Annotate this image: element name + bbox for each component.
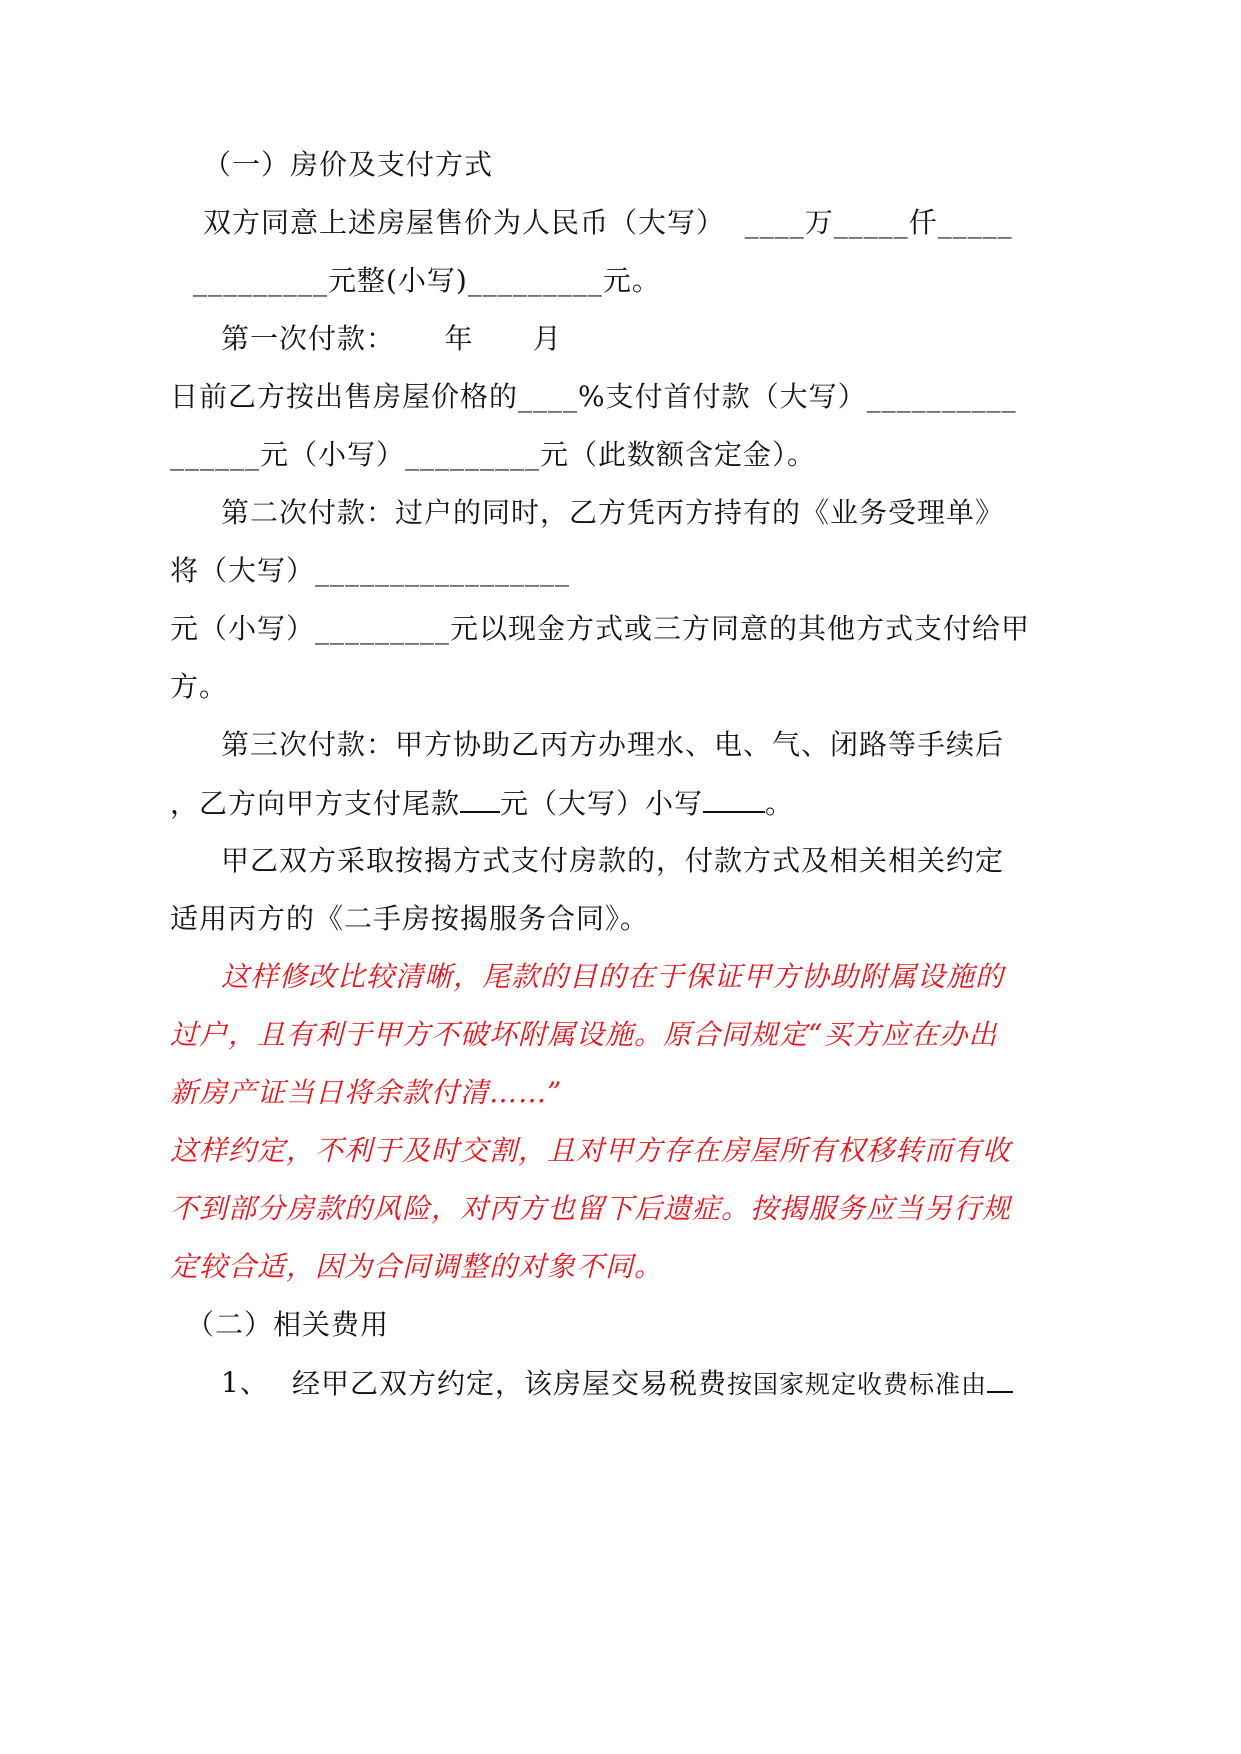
fee-item-text-small: 按国家规定收费标准由 xyxy=(727,1370,988,1399)
blank-underline xyxy=(703,783,765,813)
fee-item-number: 1、 xyxy=(221,1366,269,1399)
second-payment-line-2: 将（大写）_________________ xyxy=(170,554,571,587)
third-payment-line-2 xyxy=(170,783,794,823)
fee-item-text xyxy=(292,1363,1013,1403)
price-line-1: 双方同意上述房屋售价为人民币（大写） ____万_____仟_____ xyxy=(203,206,1013,239)
third-payment-text-c: 。 xyxy=(765,787,795,820)
comment-line-1: 这样修改比较清晰，尾款的目的在于保证甲方协助附属设施的 xyxy=(221,960,1005,993)
first-payment-label: 第一次付款： 年 月 xyxy=(221,322,562,355)
blank-underline xyxy=(460,783,500,813)
mortgage-line-2: 适用丙方的《二手房按揭服务合同》。 xyxy=(170,902,650,935)
second-payment-line-1: 第二次付款：过户的同时，乙方凭丙方持有的《业务受理单》 xyxy=(221,496,1005,529)
comment-line-5: 不到部分房款的风险，对丙方也留下后遗症。按揭服务应当另行规 xyxy=(170,1192,1012,1225)
section2-heading: （二）相关费用 xyxy=(186,1308,390,1341)
second-payment-line-4: 方。 xyxy=(170,670,229,703)
mortgage-line-1: 甲乙双方采取按揭方式支付房款的，付款方式及相关相关约定 xyxy=(221,844,1005,877)
comment-line-4: 这样约定，不利于及时交割，且对甲方存在房屋所有权移转而有收 xyxy=(170,1134,1012,1167)
third-payment-text-b: 元（大写）小写 xyxy=(500,787,704,820)
second-payment-line-3: 元（小写）_________元以现金方式或三方同意的其他方式支付给甲 xyxy=(170,612,1031,645)
first-payment-line-2: ______元（小写）_________元（此数额含定金）。 xyxy=(170,438,817,471)
third-payment-line-1: 第三次付款：甲方协助乙丙方办理水、电、气、闭路等手续后 xyxy=(221,728,1005,761)
comment-line-6: 定较合适，因为合同调整的对象不同。 xyxy=(170,1250,664,1283)
comment-line-3: 新房产证当日将余款付清……” xyxy=(170,1076,563,1109)
first-payment-line-1: 日前乙方按出售房屋价格的____%支付首付款（大写）__________ xyxy=(170,380,1017,413)
blank-underline xyxy=(987,1363,1013,1393)
price-line-2: _________元整(小写)_________元。 xyxy=(193,264,661,297)
comment-line-2: 过户，且有利于甲方不破坏附属设施。原合同规定“买方应在办出 xyxy=(170,1018,998,1051)
third-payment-text-a: ，乙方向甲方支付尾款 xyxy=(170,787,461,820)
section1-heading: （一）房价及支付方式 xyxy=(203,148,494,181)
fee-item-text-main: 经甲乙双方约定，该房屋交易税费 xyxy=(292,1367,728,1400)
